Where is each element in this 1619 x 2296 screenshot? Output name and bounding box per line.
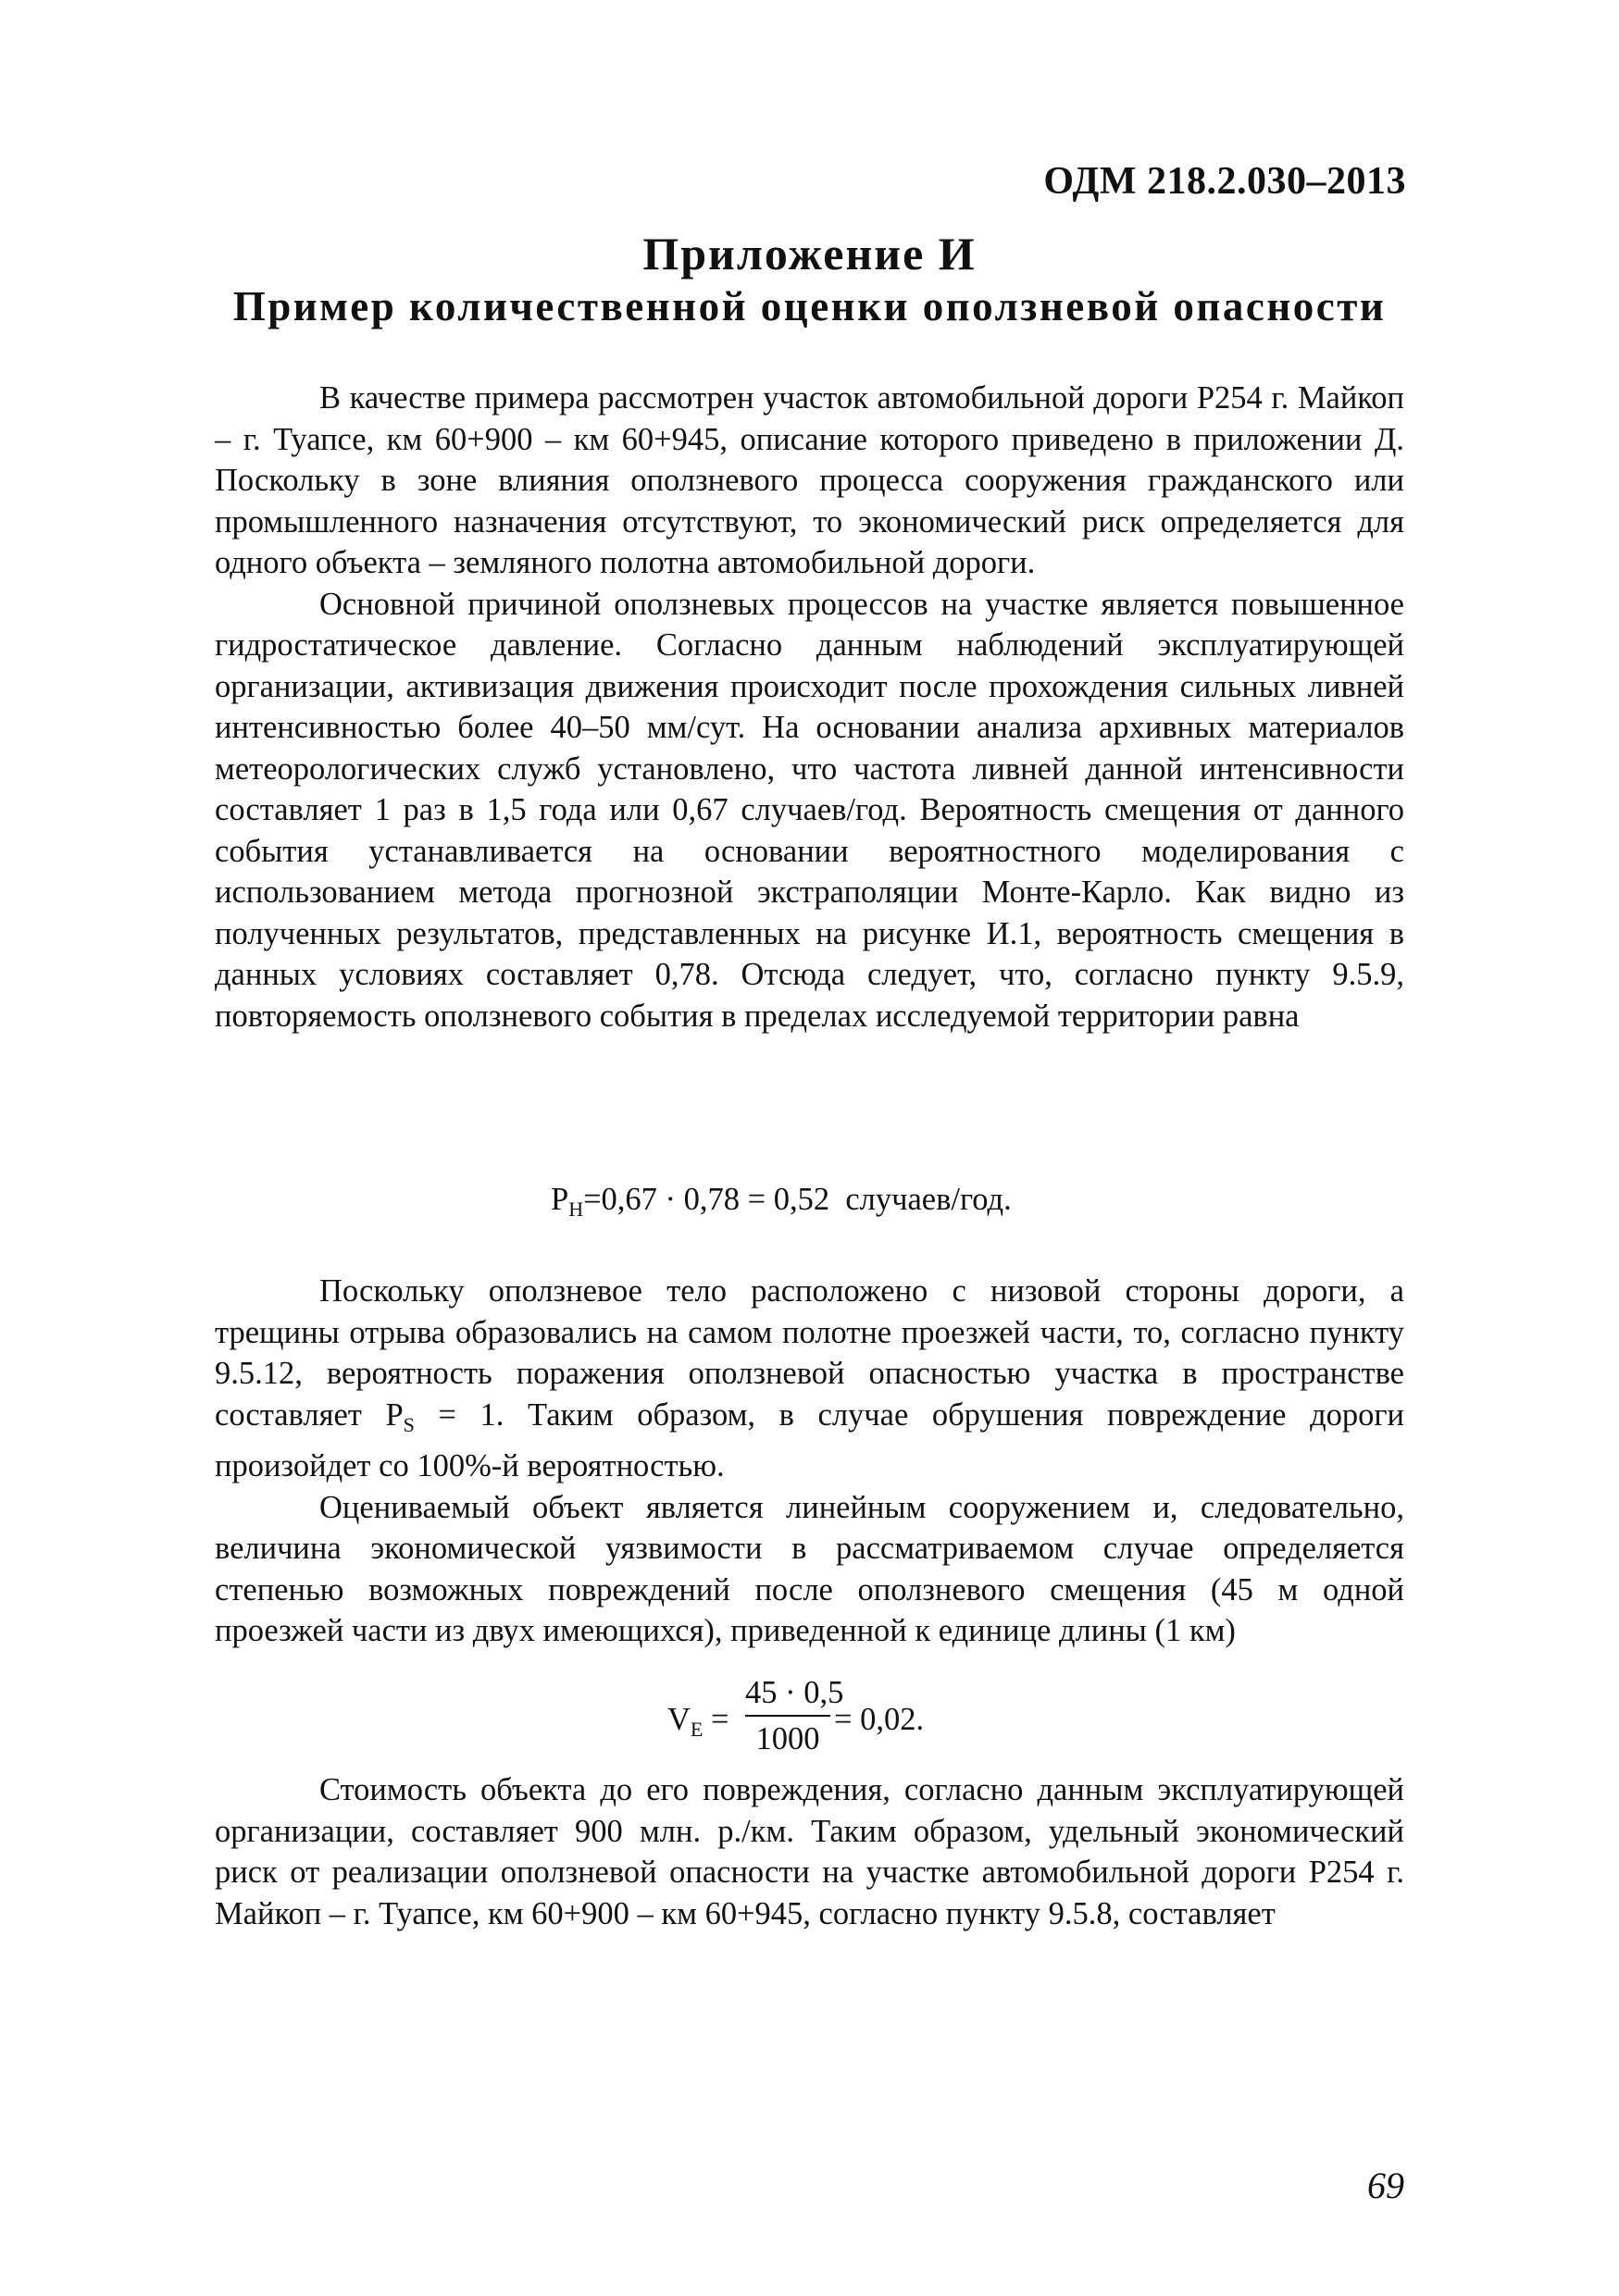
paragraph-vulnerability: Оцениваемый объект является линейным сооружением и, следовательно, величина экономической уязвимости в рассматриваемом случае определяется степенью возможных повреждений после оползневого смещения (45 м одной проезжей части из двух имеющихся), приведенной к единице длины (1 км) bbox=[215, 1489, 1404, 1648]
formula-equals: = bbox=[703, 1702, 729, 1737]
paragraph-spatial-probability bbox=[215, 1271, 1404, 1487]
formula-recurrence bbox=[551, 1182, 1012, 1222]
text-block-2 bbox=[215, 1271, 1404, 1652]
formula-subscript: S bbox=[403, 1412, 415, 1436]
appendix-subtitle: Пример количественной оценки оползневой опасности bbox=[232, 283, 1387, 329]
formula-left-side bbox=[667, 1702, 729, 1742]
appendix-title: Приложение И bbox=[642, 228, 977, 279]
paragraph-object-cost: Стоимость объекта до его повреждения, согласно данным эксплуатирующей организации, составляет 900 млн. р./км. Таким образом, удельный экономический риск от реализации оползневой опасности на участке автомобильной дороги Р254 г. Майкоп – г. Туапсе, км 60+900 – км 60+945, согласно пункту 9.5.8, составляет bbox=[215, 1772, 1404, 1931]
formula-subscript: E bbox=[690, 1718, 704, 1741]
text-block-3 bbox=[215, 1769, 1404, 1934]
formula-subscript: Н bbox=[568, 1198, 584, 1221]
document-code: ОДМ 218.2.030–2013 bbox=[1043, 160, 1406, 203]
page-number: 69 bbox=[1367, 2165, 1404, 2206]
formula-fraction bbox=[745, 1675, 844, 1756]
fraction-denominator: 1000 bbox=[755, 1721, 820, 1756]
paragraph-text-part: Поскольку оползневое тело расположено с низовой стороны дороги, а трещины отрыва образовались на самом полотне проезжей части, то, согласно пункту 9.5.12, вероятность поражения оползневой опасностью участка в пространстве составляет P bbox=[215, 1273, 1404, 1433]
paragraph-example-section: В качестве примера рассмотрен участок автомобильной дороги Р254 г. Майкоп – г. Туапсе, км 60+900 – км 60+945, описание которого приведено в приложении Д. Поскольку в зоне влияния оползневого процесса сооружения гражданского или промышленного назначения отсутствуют, то экономический риск определяется для одного объекта – земляного полотна автомобильной дороги. bbox=[215, 380, 1404, 580]
text-block-1 bbox=[215, 378, 1404, 1036]
formula-result: = 0,02. bbox=[834, 1702, 925, 1737]
formula-expression: =0,67 · 0,78 = 0,52 случаев/год. bbox=[583, 1182, 1012, 1217]
formula-symbol: P bbox=[551, 1182, 569, 1217]
fraction-numerator: 45 · 0,5 bbox=[745, 1676, 830, 1717]
paragraph-text-part: = 1. Таким образом, в случае обрушения повреждение дороги произойдет со 100%-й вероятностью. bbox=[215, 1396, 1404, 1483]
paragraph-cause: Основной причиной оползневых процессов на участке является повышенное гидростатическое давление. Согласно данным наблюдений эксплуатирующей организации, активизация движения происходит после прохождения сильных ливней интенсивностью более 40–50 мм/сут. На основании анализа архивных материалов метеорологических служб установлено, что частота ливней данной интенсивности составляет 1 раз в 1,5 года или 0,67 случаев/год. Вероятность смещения от данного события устанавливается на основании вероятностного моделирования с использованием метода прогнозной экстраполяции Монте-Карло. Как видно из полученных результатов, представленных на рисунке И.1, вероятность смещения в данных условиях составляет 0,78. Отсюда следует, что, согласно пункту 9.5.9, повторяемость оползневого события в пределах исследуемой территории равна bbox=[215, 586, 1404, 1034]
formula-symbol: V bbox=[667, 1702, 691, 1737]
